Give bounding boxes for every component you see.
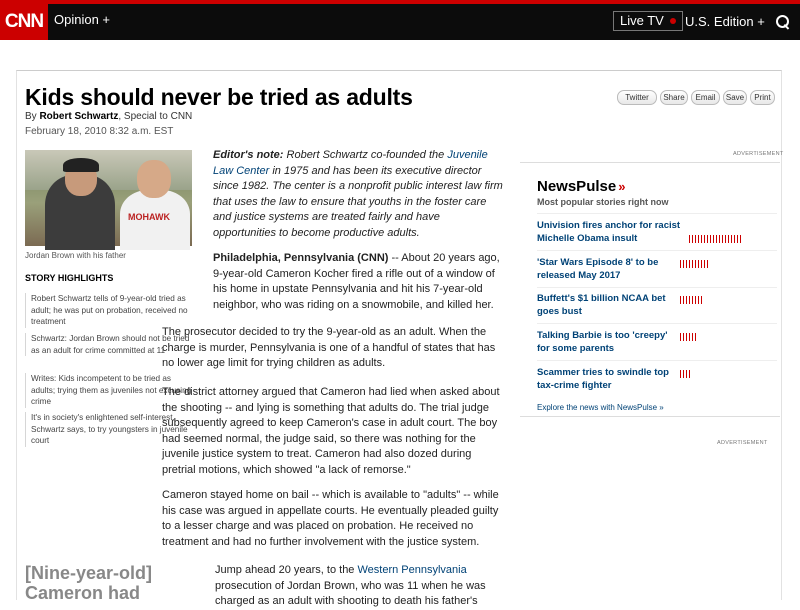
paragraph-5-text: Jump ahead 20 years, to the — [215, 564, 358, 576]
email-button[interactable]: Email — [691, 90, 720, 105]
paragraph-3: The district attorney argued that Cameron had lied when asked about the shooting -- and lying is something that adults do. The trial judge subsequently agreed to keep Cameron's case in adult court. The boy had seemed normal, the judge said, so there was nothing for the juvenile justice system to treat. Cameron had also dozed during pretrial motions, which showed "a lack of remorse." — [162, 386, 500, 476]
newspulse-title-text: NewsPulse — [537, 178, 617, 195]
photo-father-cap — [63, 158, 99, 172]
newspulse-story-link[interactable]: Scammer tries to swindle top tax-crime fighter — [537, 367, 669, 391]
photo-boy-head — [137, 160, 171, 198]
photo-caption: Jordan Brown with his father — [25, 251, 126, 260]
popularity-bar — [680, 370, 692, 378]
divider — [537, 323, 777, 324]
advertisement-label: ADVERTISEMENT — [733, 151, 784, 157]
highlight-item: Robert Schwartz tells of 9-year-old tried as adult; he was put on probation, received no treatment — [25, 293, 192, 328]
popularity-bar — [680, 296, 703, 304]
share-button[interactable]: Share — [660, 90, 688, 105]
juvenile-law-center-link[interactable]: Juvenile Law Center — [213, 149, 488, 177]
divider — [537, 213, 777, 214]
highlight-item: It's in society's enlightened self-interest, Schwartz says, to try youngsters in juvenile court — [25, 412, 192, 447]
paragraph-5-text-2: prosecution of Jordan Brown, who was 11 when he was charged as an adult with shooting to death his father's — [215, 579, 486, 608]
twitter-share-button[interactable]: Twitter — [617, 90, 657, 105]
byline — [25, 111, 192, 122]
byline-suffix: , Special to CNN — [118, 111, 193, 122]
paragraph-2: The prosecutor decided to try the 9-year-old as an adult. When the charge is murder, Pennsylvania is one of a handful of states that has no lower age limit for trying children as adults. — [162, 326, 496, 370]
opinion-menu[interactable]: Opinion + — [54, 12, 111, 27]
divider — [537, 250, 777, 251]
popularity-bar — [680, 333, 698, 341]
editors-note-text-2: in 1975 and has been its executive director since 1982. The center is a nonprofit public interest law firm that uses the law to ensure that youths in the foster care and justice systems are treated fairly and have opportunities to become productive adults. — [213, 164, 503, 239]
advertisement-label-2: ADVERTISEMENT — [717, 440, 768, 446]
newspulse-story-link[interactable]: Buffett's $1 billion NCAA bet goes bust — [537, 293, 666, 317]
newspulse-title[interactable] — [537, 178, 625, 195]
live-dot-icon — [670, 18, 676, 24]
save-button[interactable]: Save — [723, 90, 747, 105]
paragraph-5 — [215, 563, 505, 610]
article-photo[interactable] — [25, 150, 192, 246]
publish-date: February 18, 2010 8:32 a.m. EST — [25, 126, 174, 137]
story-highlights-title: STORY HIGHLIGHTS — [25, 273, 114, 283]
paragraph-1-text: -- About 20 years ago, 9-year-old Cameron Kocher fired a rifle out of a window of his home in upstate Pennsylvania and hit his 7-year-old neighbor, who was riding on a snowmobile, and killed her. — [213, 252, 500, 311]
editors-note-text: Robert Schwartz co-founded the — [283, 149, 448, 161]
newspulse-subtitle: Most popular stories right now — [537, 197, 669, 207]
live-tv-button[interactable] — [613, 11, 683, 31]
pull-quote: [Nine-year-old] Cameron had — [25, 563, 153, 603]
chevron-right-icon: » — [618, 179, 626, 194]
article-headline: Kids should never be tried as adults — [25, 84, 413, 110]
top-navigation-bar — [0, 0, 800, 40]
author-name[interactable]: Robert Schwartz — [39, 111, 119, 122]
paragraph-4: Cameron stayed home on bail -- which is available to "adults" -- while his case was argued in appellate courts. He eventually pleaded guilty to a lesser charge and was placed on probation. He received no treatment and had no further involvement with the justice system. — [162, 489, 499, 548]
newspulse-story-link[interactable]: 'Star Wars Episode 8' to be released May 2017 — [537, 257, 659, 281]
divider — [537, 287, 777, 288]
edition-selector[interactable]: U.S. Edition + — [685, 14, 765, 29]
paragraph-1-top — [213, 251, 503, 313]
editors-note-label: Editor's note: — [213, 149, 284, 161]
popularity-bar — [689, 235, 741, 243]
explore-newspulse-link[interactable]: Explore the news with NewsPulse » — [537, 403, 664, 412]
western-pennsylvania-link[interactable]: Western Pennsylvania — [357, 564, 467, 576]
highlight-item: Schwartz: Jordan Brown should not be tried as an adult for crime committed at 11 — [25, 333, 192, 356]
editors-note — [213, 148, 503, 242]
print-button[interactable]: Print — [750, 90, 775, 105]
newspulse-story-link[interactable]: Talking Barbie is too 'creepy' for some parents — [537, 330, 668, 354]
cnn-logo[interactable]: CNN — [0, 4, 48, 40]
popularity-bar — [680, 260, 708, 268]
dateline-location: Philadelphia, Pennsylvania (CNN) — [213, 252, 389, 264]
byline-prefix: By — [25, 111, 37, 122]
divider — [537, 360, 777, 361]
newspulse-story-link[interactable]: Univision fires anchor for racist Michelle Obama insult — [537, 220, 681, 244]
live-tv-label: Live TV — [620, 13, 664, 28]
highlight-item: Writes: Kids incompetent to be tried as adults; trying them as juveniles not excusing crime — [25, 373, 192, 408]
photo-jersey-text: MOHAWK — [128, 212, 170, 222]
search-icon[interactable] — [776, 15, 790, 29]
